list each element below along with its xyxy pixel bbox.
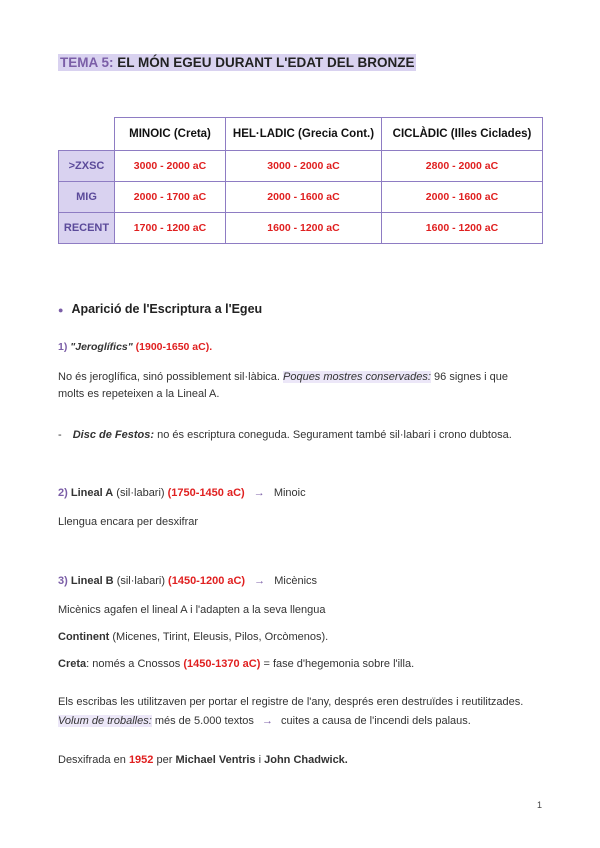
s1-paragraph [58, 369, 542, 386]
s1-heading [58, 339, 212, 356]
s3-volum-highlight: Volum de troballes: [58, 715, 152, 727]
table-cell: 3000 - 2000 aC [226, 151, 382, 182]
table-corner [59, 118, 115, 151]
s1-dash: - [58, 429, 62, 441]
s1-disc-label: Disc de Festos: [72, 429, 155, 441]
s1-p1-highlight: Poques mostres conservades: [283, 371, 431, 383]
s2-kind: (sil·labari) [116, 487, 165, 499]
s3-heading [58, 573, 317, 590]
s3-volum [58, 713, 471, 730]
table-row [59, 213, 543, 244]
s2-dates: (1750-1450 aC) [167, 487, 245, 499]
s3-des-year: 1952 [128, 754, 154, 766]
title-prefix: TEMA 5: [60, 55, 114, 70]
table-cell: 2000 - 1700 aC [115, 182, 226, 213]
s3-creta-text1: : només a Cnossos [86, 658, 181, 670]
page-title [58, 55, 416, 70]
s1-name: "Jeroglífics" [70, 341, 133, 353]
s1-disc [58, 427, 512, 444]
table-cell: 1600 - 1200 aC [226, 213, 382, 244]
s3-des-b: per [156, 754, 173, 766]
s3-des-c: i [258, 754, 262, 766]
table-cell: 2800 - 2000 aC [382, 151, 543, 182]
s3-creta-label: Creta [58, 658, 87, 670]
s3-creta [58, 656, 414, 673]
s1-disc-text: no és escriptura coneguda. Segurament també sil·labari i crono dubtosa. [157, 429, 512, 441]
s2-name: Lineal A [70, 487, 114, 499]
title-text: EL MÓN EGEU DURANT L'EDAT DEL BRONZE [117, 55, 415, 70]
s3-des-a: Desxifrada en [58, 754, 126, 766]
s1-paragraph-cont: molts es repeteixen a la Lineal A. [58, 388, 220, 400]
s3-volum-text: més de 5.000 textos [154, 715, 254, 727]
s3-name: Lineal B [70, 575, 114, 587]
table-row [59, 151, 543, 182]
arrow-icon: → [254, 575, 266, 587]
bullet-icon: ● [58, 305, 64, 315]
row-label: RECENT [59, 213, 115, 244]
arrow-icon: → [253, 487, 265, 499]
table-cell: 2000 - 1600 aC [382, 182, 543, 213]
s1-dates: (1900-1650 aC). [135, 341, 213, 353]
s2-heading [58, 485, 306, 502]
s1-num: 1) [58, 341, 68, 353]
row-label: >ZXSC [59, 151, 115, 182]
s1-p1a: No és jeroglífica, sinó possiblement sil·làbica. [58, 371, 280, 383]
s3-p2: Els escribas les utilitzaven per portar el registre de l'any, després eren destruïdes i reutilitzades. [58, 696, 524, 708]
page-number: 1 [536, 800, 542, 810]
s3-des-name1: Michael Ventris [175, 754, 256, 766]
table-row [59, 182, 543, 213]
s2-num: 2) [58, 487, 68, 499]
arrow-icon: → [261, 715, 273, 727]
table-cell: 2000 - 1600 aC [226, 182, 382, 213]
s1-p1b: 96 signes i que [434, 371, 509, 383]
row-label: MIG [59, 182, 115, 213]
table-header: HEL·LADIC (Grecia Cont.) [226, 118, 382, 151]
periods-table [58, 117, 543, 244]
table-header: MINOIC (Creta) [115, 118, 226, 151]
s3-kind: (sil·labari) [116, 575, 165, 587]
s3-result: Micènics [274, 575, 318, 587]
s3-continent [58, 629, 328, 646]
section-heading-text: Aparició de l'Escriptura a l'Egeu [71, 302, 263, 316]
table-cell: 1700 - 1200 aC [115, 213, 226, 244]
table-cell: 3000 - 2000 aC [115, 151, 226, 182]
s3-continent-text: (Micenes, Tirint, Eleusis, Pilos, Orcòmenos). [112, 631, 329, 643]
s3-volum-text2: cuites a causa de l'incendi dels palaus. [281, 715, 471, 727]
table-header: CICLÀDIC (Illes Ciclades) [382, 118, 543, 151]
table-cell: 1600 - 1200 aC [382, 213, 543, 244]
table-header-row [59, 118, 543, 151]
s3-continent-label: Continent [58, 631, 110, 643]
s2-paragraph: Llengua encara per desxifrar [58, 516, 199, 528]
section-heading [58, 302, 262, 316]
s3-desxifrada [58, 752, 348, 769]
s2-result: Minoic [273, 487, 306, 499]
s3-des-name2: John Chadwick. [264, 754, 348, 766]
s3-creta-dates: (1450-1370 aC) [183, 658, 261, 670]
s3-dates: (1450-1200 aC) [168, 575, 246, 587]
s3-num: 3) [58, 575, 68, 587]
s3-creta-text2: = fase d'hegemonia sobre l'illa. [263, 658, 415, 670]
s3-p1: Micènics agafen el lineal A i l'adapten a la seva llengua [58, 604, 326, 616]
